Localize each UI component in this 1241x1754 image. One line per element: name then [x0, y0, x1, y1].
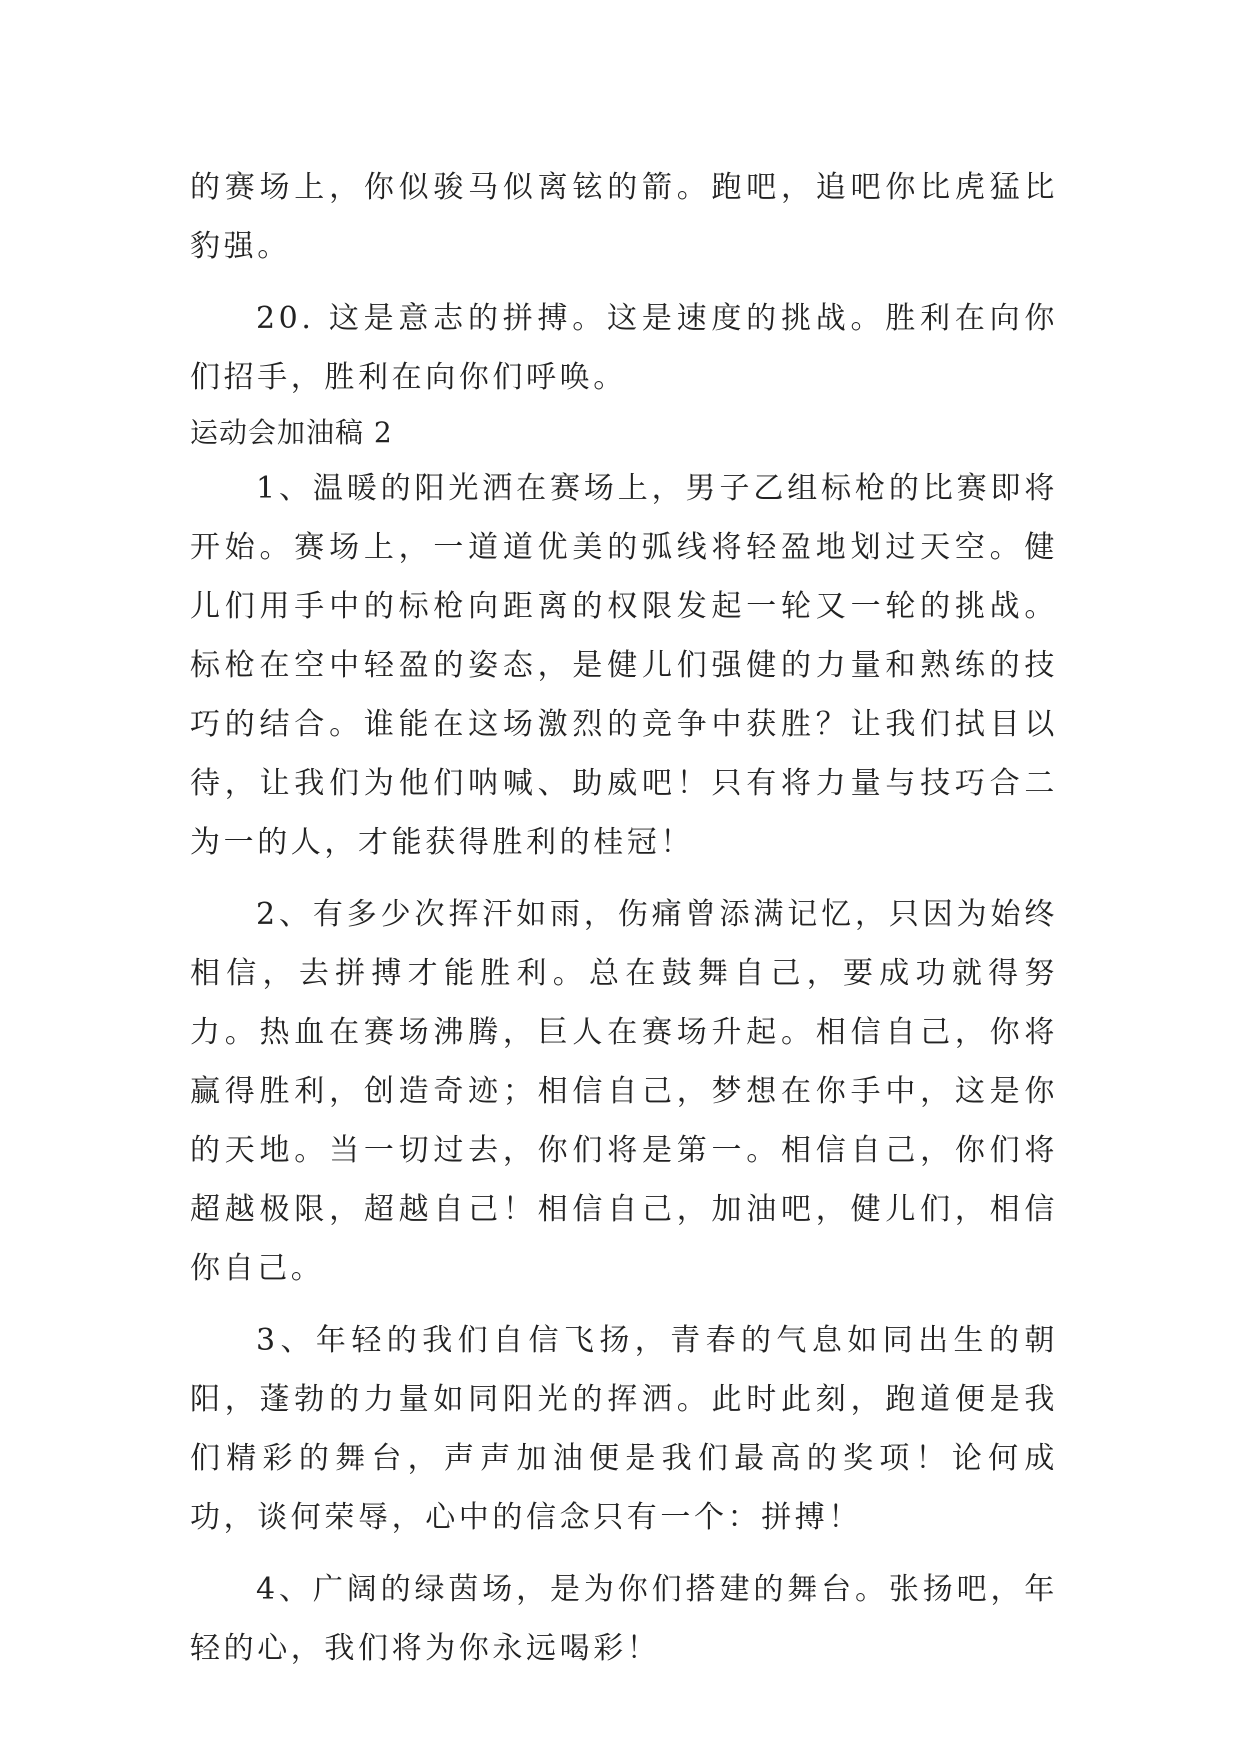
paragraph-item-20: 20. 这是意志的拼搏。这是速度的挑战。胜利在向你们招手，胜利在向你们呼唤。 [190, 301, 1058, 395]
section-heading: 运动会加油稿 2 [190, 416, 393, 449]
paragraph-item-1: 1、温暖的阳光洒在赛场上，男子乙组标枪的比赛即将开始。赛场上，一道道优美的弧线将轻盈地划过天空。健儿们用手中的标枪向距离的权限发起一轮又一轮的挑战。标枪在空中轻盈的姿态，是健儿们强健的力量和熟练的技巧的结合。谁能在这场激烈的竞争中获胜？让我们拭目以待，让我们为他们呐喊、助威吧！只有将力量与技巧合二为一的人，才能获得胜利的桂冠！ [190, 471, 1058, 860]
paragraph-item-2: 2、有多少次挥汗如雨，伤痛曾添满记忆，只因为始终相信，去拼搏才能胜利。总在鼓舞自己，要成功就得努力。热血在赛场沸腾，巨人在赛场升起。相信自己，你将赢得胜利，创造奇迹；相信自己，梦想在你手中，这是你的天地。当一切过去，你们将是第一。相信自己，你们将超越极限，超越自己！相信自己，加油吧，健儿们，相信你自己。 [190, 897, 1058, 1286]
document-body [190, 158, 1058, 1678]
paragraph-item-3: 3、年轻的我们自信飞扬，青春的气息如同出生的朝阳，蓬勃的力量如同阳光的挥洒。此时此刻，跑道便是我们精彩的舞台，声声加油便是我们最高的奖项！论何成功，谈何荣辱，心中的信念只有一个：拼搏！ [190, 1323, 1058, 1535]
paragraph-item-4: 4、广阔的绿茵场，是为你们搭建的舞台。张扬吧，年轻的心，我们将为你永远喝彩！ [190, 1572, 1058, 1666]
paragraph-continued: 的赛场上，你似骏马似离铉的箭。跑吧，追吧你比虎猛比豹强。 [190, 170, 1058, 264]
